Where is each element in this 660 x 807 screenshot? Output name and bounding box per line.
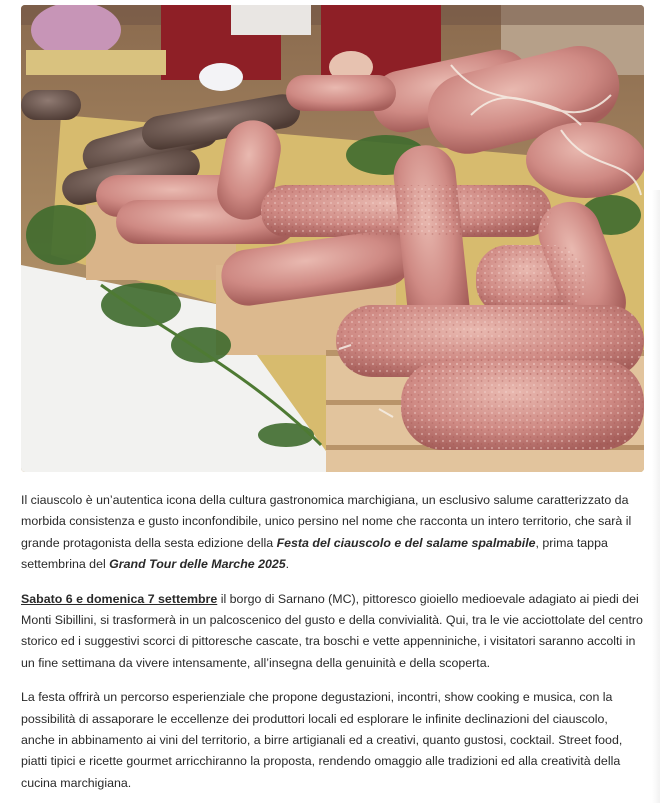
salami-photo-illustration [21,5,644,472]
dates-text: il borgo di Sarnano (MC), pittoresco gioiello medioevale adagiato ai piedi dei Monti Sibillini, si trasformerà in un palcoscenico del gusto e della convivialità. Qui, tra le vie acciottolate del centro storico ed i suggestivi scorci di pittoresche cascate, tra boschi e vette appenniniche, i visitatori saranno accolti in un fine settimana da vivere intensamente, all’insegna della genuinità e della scoperta. [21,591,643,670]
intro-text-2: , prima tappa settembrina del [21,535,608,572]
paragraph-program: La festa offrirà un percorso esperienziale che propone degustazioni, incontri, show cooking e musica, con la possibilità di assaporare le eccellenze dei produttori locali ed esplorare le infinite declinazioni del ciauscolo, anche in abbinamento ai vini del territorio, a birre artigianali ed a creativi, quanto gustosi, cocktail. Street food, piatti tipici e ricette gourmet arricchiranno la proposta, rendendo omaggio alle tradizioni ed alla creatività della cucina marchigiana. [21,690,623,790]
hero-photo [21,5,644,472]
paragraph-dates [21,589,643,675]
intro-text-3: . [285,557,290,572]
festival-name: Festa del ciauscolo e del salame spalmabile [276,535,536,550]
event-dates: Sabato 6 e domenica 7 settembre [21,591,218,606]
article-body [21,490,643,807]
page-edge-shadow [652,190,660,803]
paragraph-intro [21,490,643,576]
intro-text: Il ciauscolo è un’autentica icona della cultura gastronomica marchigiana, un esclusivo salume caratterizzato da morbida consistenza e gusto inconfondibile, unico persino nel nome che racconta un intero territorio, che sarà il grande protagonista della sesta edizione della [21,493,632,550]
grand-tour-name: Grand Tour delle Marche 2025 [109,557,286,572]
